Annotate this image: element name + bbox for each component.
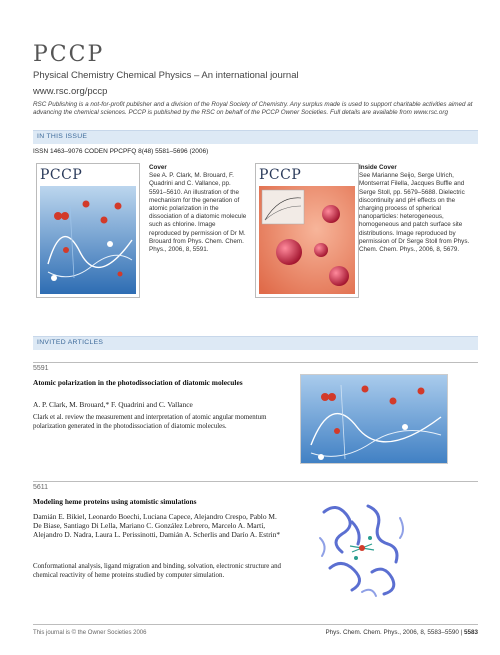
cover-image <box>36 163 140 298</box>
article-divider <box>33 481 478 482</box>
publisher-note: RSC Publishing is a not-for-profit publisher and a division of the Royal Society of Chemistry. Any surplus made is used to support charitable activities aimed at advancing the chemical sciences. PCCP is published by the RSC on behalf of the PCCP Owner Societies. Full details are available from www.rsc.org <box>33 101 473 117</box>
cover-description <box>149 164 247 254</box>
article-page-number: 5611 <box>33 484 49 491</box>
in-this-issue-header <box>33 130 478 144</box>
article-authors: Damián E. Bikiel, Leonardo Boechi, Luciana Capece, Alejandro Crespo, Pablo M. De Biase, Santiago Di Lella, Mariano C. González Lebrero, Marcelo A. Martí, Alejandro D. Nadra, Laura L. Perissinotti, Damián A. Scherlis and Darío A. Estrin* <box>33 512 281 540</box>
cover-label: Cover <box>149 164 167 171</box>
cover-masthead: PCCP <box>40 167 83 183</box>
journal-subtitle: Physical Chemistry Chemical Physics – An international journal <box>33 70 299 81</box>
journal-url[interactable]: www.rsc.org/pccp <box>33 86 108 97</box>
article-graphic <box>312 498 412 600</box>
article-page-number: 5591 <box>33 365 49 372</box>
photodissociation-graphic <box>301 375 448 464</box>
footer-citation <box>268 629 478 636</box>
journal-title: PCCP <box>33 42 105 67</box>
article-title[interactable]: Atomic polarization in the photodissociation of diatomic molecules <box>33 378 243 387</box>
invited-articles-header <box>33 336 478 350</box>
article-title[interactable]: Modeling heme proteins using atomistic simulations <box>33 497 197 506</box>
article-authors: A. P. Clark, M. Brouard,* F. Quadrini and C. Vallance <box>33 400 193 409</box>
inside-cover-image <box>255 163 359 298</box>
section-label: INVITED ARTICLES <box>37 339 104 346</box>
footer-rule <box>33 624 478 625</box>
footer-page-number: 5583 <box>463 629 478 636</box>
inside-cover-masthead: PCCP <box>259 167 302 183</box>
article-divider <box>33 362 478 363</box>
section-label: IN THIS ISSUE <box>37 133 88 140</box>
issn-line: ISSN 1463–9076 CODEN PPCPFQ 8(48) 5581–5696 (2006) <box>33 148 209 155</box>
footer-copyright: This journal is © the Owner Societies 2006 <box>33 630 147 636</box>
inside-cover-description <box>359 164 471 254</box>
article-abstract: Conformational analysis, ligand migration and binding, solvation, electronic structure and chemical reactivity of heme proteins studied by computer simulation. <box>33 563 282 579</box>
article-graphic <box>300 374 448 464</box>
inside-cover-illustration <box>259 186 355 294</box>
inside-cover-label: Inside Cover <box>359 164 397 171</box>
cover-text: See A. P. Clark, M. Brouard, F. Quadrini and C. Vallance, pp. 5591–5610. An illustration of the mechanism for the generation of atomic polarization in the dissociation of a diatomic molecule such as chlorine. Image reproduced by permission of Dr M. Brouard from Phys. Chem. Chem. Phys., 2006, 8, 5591. <box>149 172 247 254</box>
cover-illustration <box>40 186 136 294</box>
footer-separator: | <box>460 629 463 636</box>
inside-cover-text: See Marianne Seijo, Serge Ulrich, Montserrat Filella, Jacques Buffle and Serge Stoll, pp. 5679–5688. Dielectric discontinuity and pH effects on the charging process of spherical nanoparticles: heterogeneous, homogeneous and patch surface site distributions. Image reproduced by permission of Dr Serge Stoll from Phys. Chem. Chem. Phys., 2006, 8, 5679. <box>359 172 470 254</box>
footer-citation-text: Phys. Chem. Chem. Phys., 2006, 8, 5583–5590 <box>325 629 459 636</box>
heme-protein-graphic <box>312 498 412 600</box>
article-abstract: Clark et al. review the measurement and interpretation of atomic angular momentum polarization generated in the photodissociation of diatomic molecules. <box>33 414 267 430</box>
